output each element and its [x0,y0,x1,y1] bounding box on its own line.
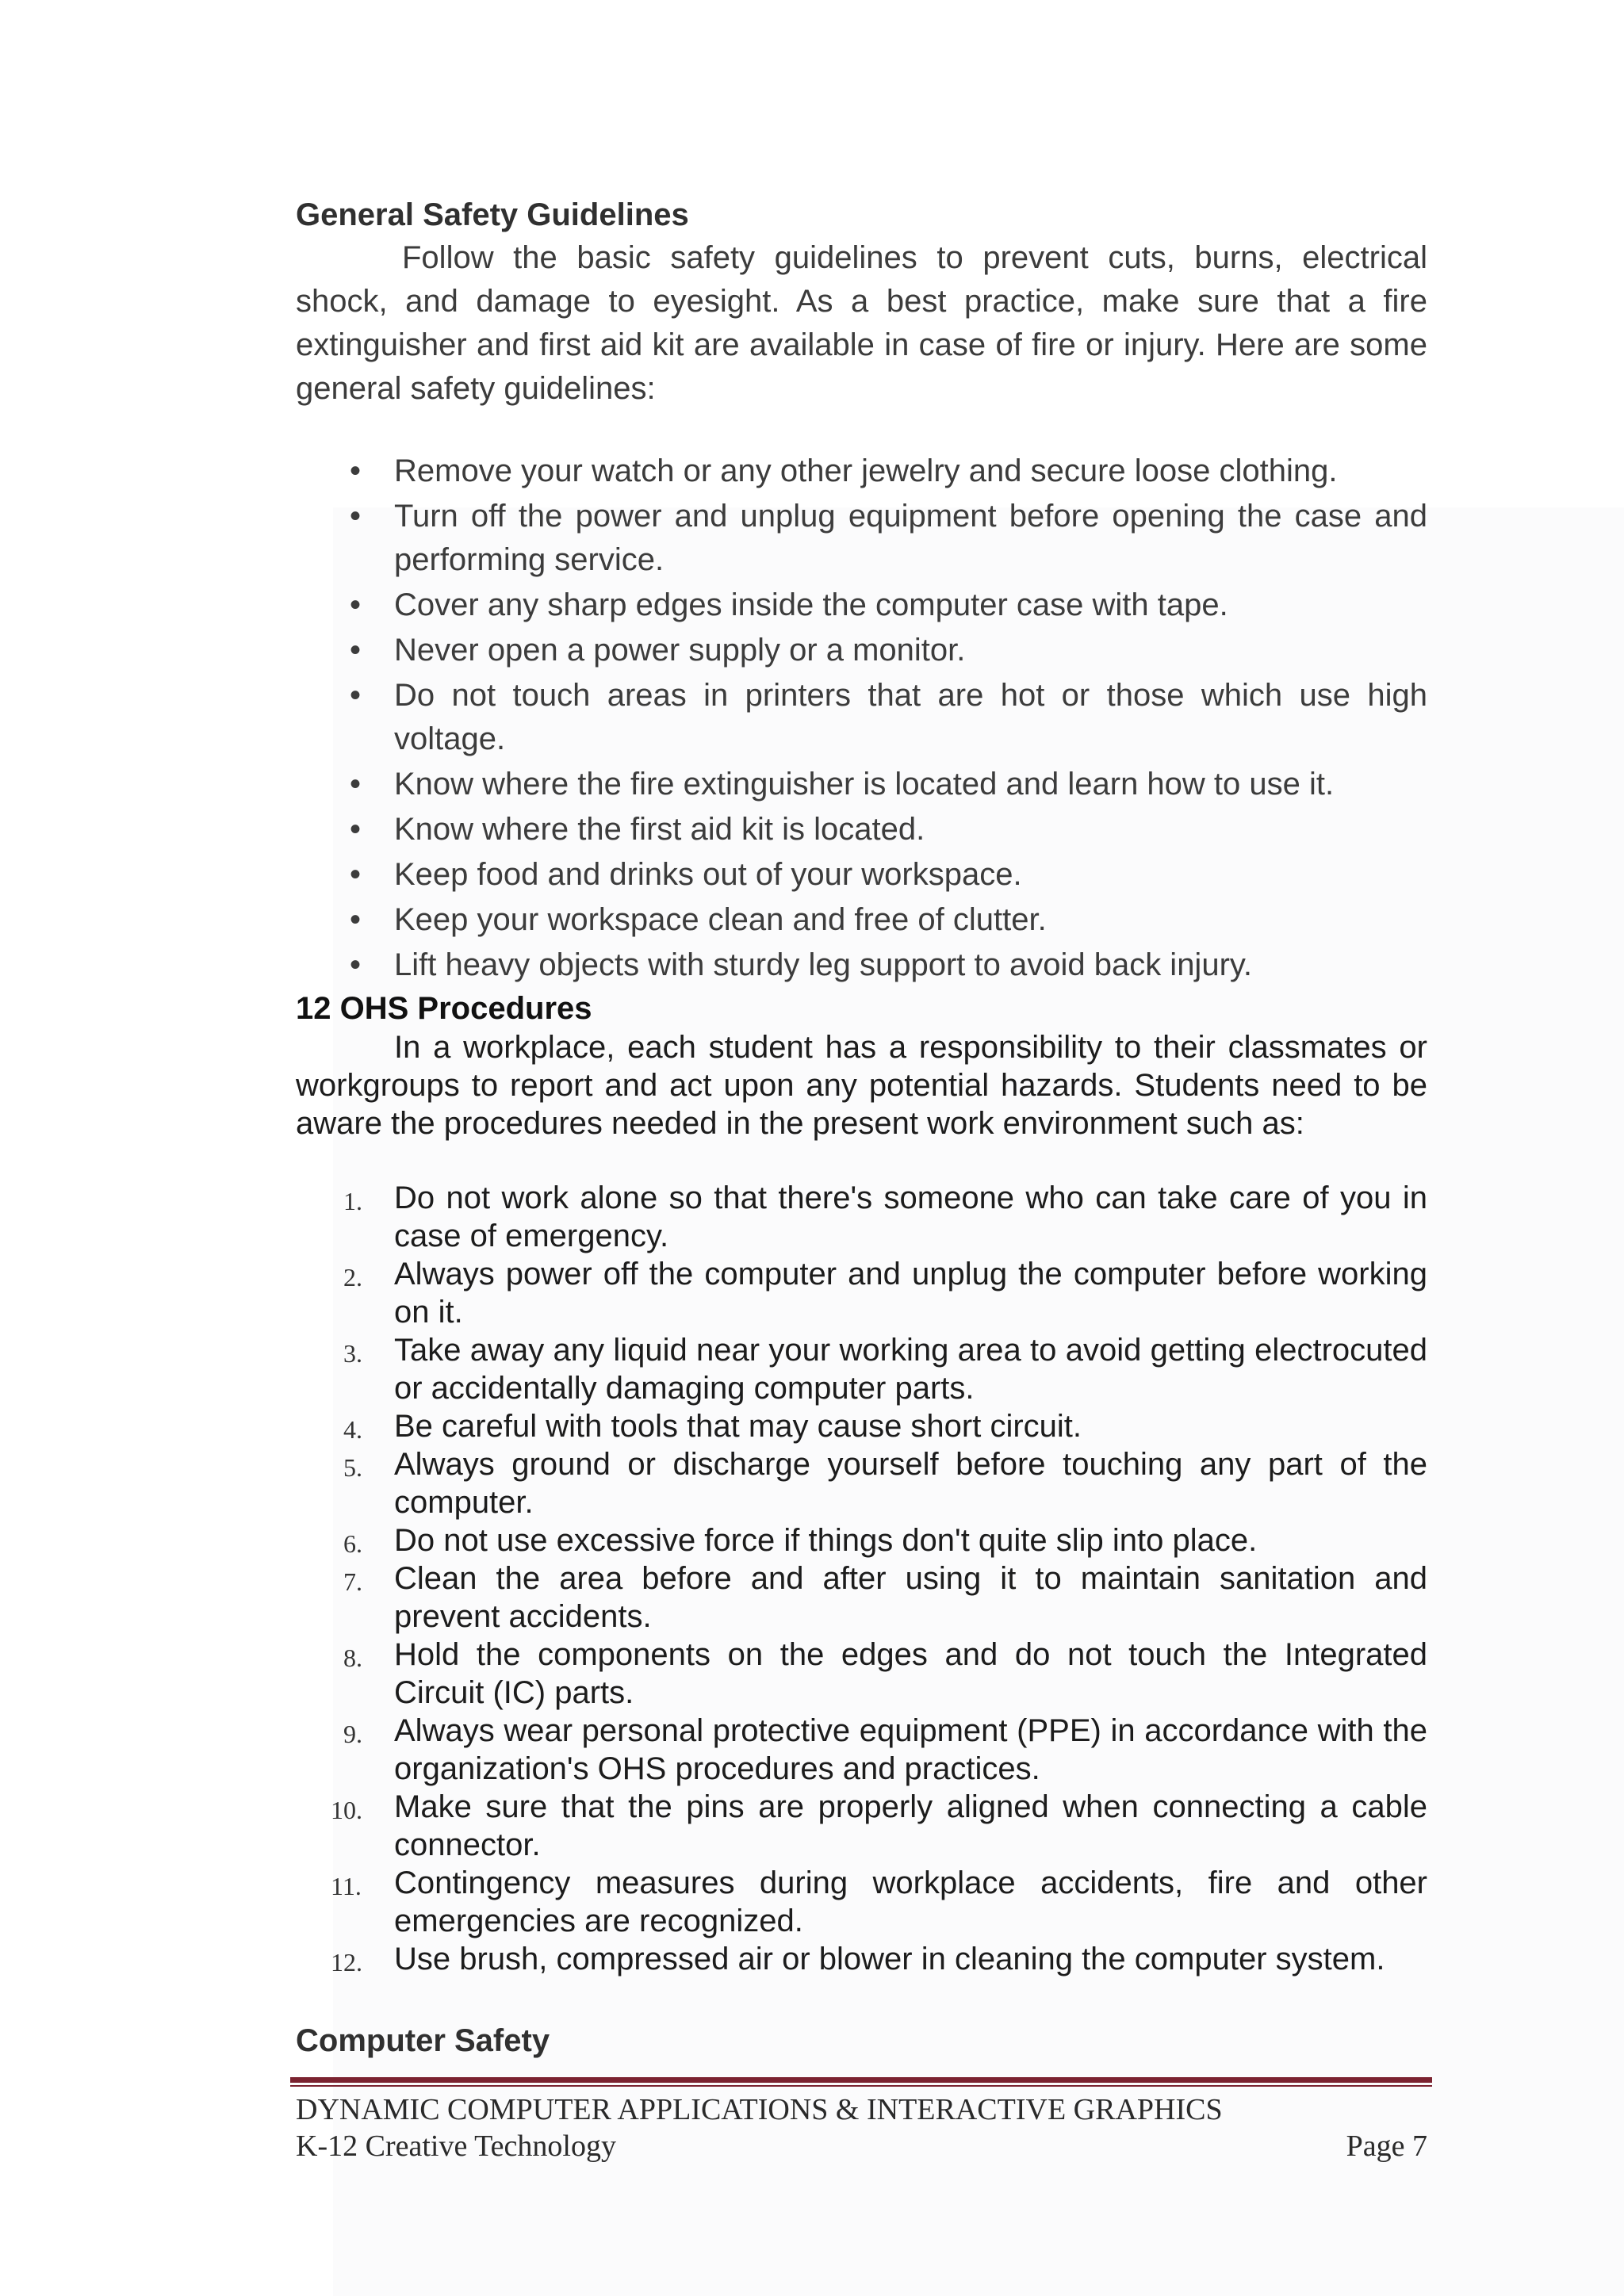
list-item: 5. Always ground or discharge yourself before touching any part of the computer. [343,1447,1427,1520]
list-item: • Do not touch areas in printers that are hot or those which use high voltage. [296,674,1427,761]
list-number: 9. [343,1720,362,1748]
bullet-icon: • [350,678,362,713]
list-item: 4. Be careful with tools that may cause short circuit. [296,1407,1427,1445]
list-item: 10. Make sure that the pins are properly aligned when connecting a cable connector. [331,1789,1427,1862]
list-item: 3. Take away any liquid near your working area to avoid getting electrocuted or accidentally damaging computer parts. [343,1333,1427,1406]
page-content [296,193,1427,2062]
bullet-icon: • [350,857,362,892]
list-number: 5. [343,1453,362,1482]
general-safety-intro-text: Follow the basic safety guidelines to prevent cuts, burns, electrical shock, and damage to eyesight. As a best practice, make sure that a fire extinguisher and first aid kit are available in case of fire or injury. Here are some general safety guidelines: [296,240,1427,406]
bullet-icon: • [350,633,362,668]
page-number: Page 7 [1346,2130,1427,2163]
list-number: 11. [331,1872,362,1900]
footer-rule [290,2077,1432,2083]
footer-rule-thin [290,2085,1432,2087]
ohs-procedures-list [296,1179,1427,1978]
bullet-icon: • [350,587,362,622]
list-item: • Know where the fire extinguisher is located and learn how to use it. [296,763,1427,806]
list-item: • Turn off the power and unplug equipment before opening the case and performing service. [296,495,1427,582]
list-item: • Cover any sharp edges inside the computer case with tape. [296,584,1427,627]
bullet-icon: • [350,947,362,982]
list-number: 8. [343,1644,362,1672]
list-item: • Lift heavy objects with sturdy leg support to avoid back injury. [296,943,1427,987]
ohs-procedures-intro-text: In a workplace, each student has a responsibility to their classmates or workgroups to report and act upon any potential hazards. Students need to be aware the procedures needed in the present work environment such as: [296,1030,1427,1141]
bullet-icon: • [350,767,362,802]
general-safety-intro [296,236,1427,411]
list-number: 10. [331,1796,362,1824]
list-item: 6. Do not use excessive force if things don't quite slip into place. [296,1521,1427,1559]
list-number: 3. [343,1339,362,1368]
general-safety-heading: General Safety Guidelines [296,197,689,232]
bullet-icon: • [350,902,362,937]
list-number: 1. [343,1187,362,1215]
footer-row [296,2128,1427,2164]
ohs-procedures-heading: 12 OHS Procedures [296,991,592,1026]
list-number: 4. [343,1415,362,1444]
list-item: 9. Always wear personal protective equipment (PPE) in accordance with the organization's OHS procedures and practices. [343,1713,1427,1786]
list-item: • Keep your workspace clean and free of clutter. [296,898,1427,942]
page-footer [296,2091,1427,2164]
footer-course-title: DYNAMIC COMPUTER APPLICATIONS & INTERACTIVE GRAPHICS [296,2093,1223,2126]
bullet-icon: • [350,812,362,847]
list-item: • Keep food and drinks out of your workspace. [296,853,1427,897]
footer-subject: K-12 Creative Technology [296,2130,616,2163]
list-number: 7. [343,1567,362,1596]
list-item: 11. Contingency measures during workplace accidents, fire and other emergencies are recognized. [331,1866,1427,1938]
ohs-procedures-intro [296,1028,1427,1142]
list-item: • Never open a power supply or a monitor. [296,629,1427,672]
list-number: 6. [343,1529,362,1558]
list-number: 2. [343,1263,362,1292]
bullet-icon: • [350,453,362,488]
safety-guidelines-list [296,450,1427,987]
list-item: 1. Do not work alone so that there's someone who can take care of you in case of emergency. [343,1181,1427,1253]
computer-safety-heading: Computer Safety [296,2023,550,2058]
list-number: 12. [331,1948,362,1976]
list-item: 7. Clean the area before and after using it to maintain sanitation and prevent accidents. [343,1561,1427,1634]
list-item: • Know where the first aid kit is located. [296,808,1427,851]
list-item: 12. Use brush, compressed air or blower in cleaning the computer system. [296,1940,1427,1978]
bullet-icon: • [350,499,362,534]
list-item: • Remove your watch or any other jewelry and secure loose clothing. [296,450,1427,493]
list-item: 2. Always power off the computer and unplug the computer before working on it. [343,1257,1427,1330]
list-item: 8. Hold the components on the edges and do not touch the Integrated Circuit (IC) parts. [343,1637,1427,1710]
